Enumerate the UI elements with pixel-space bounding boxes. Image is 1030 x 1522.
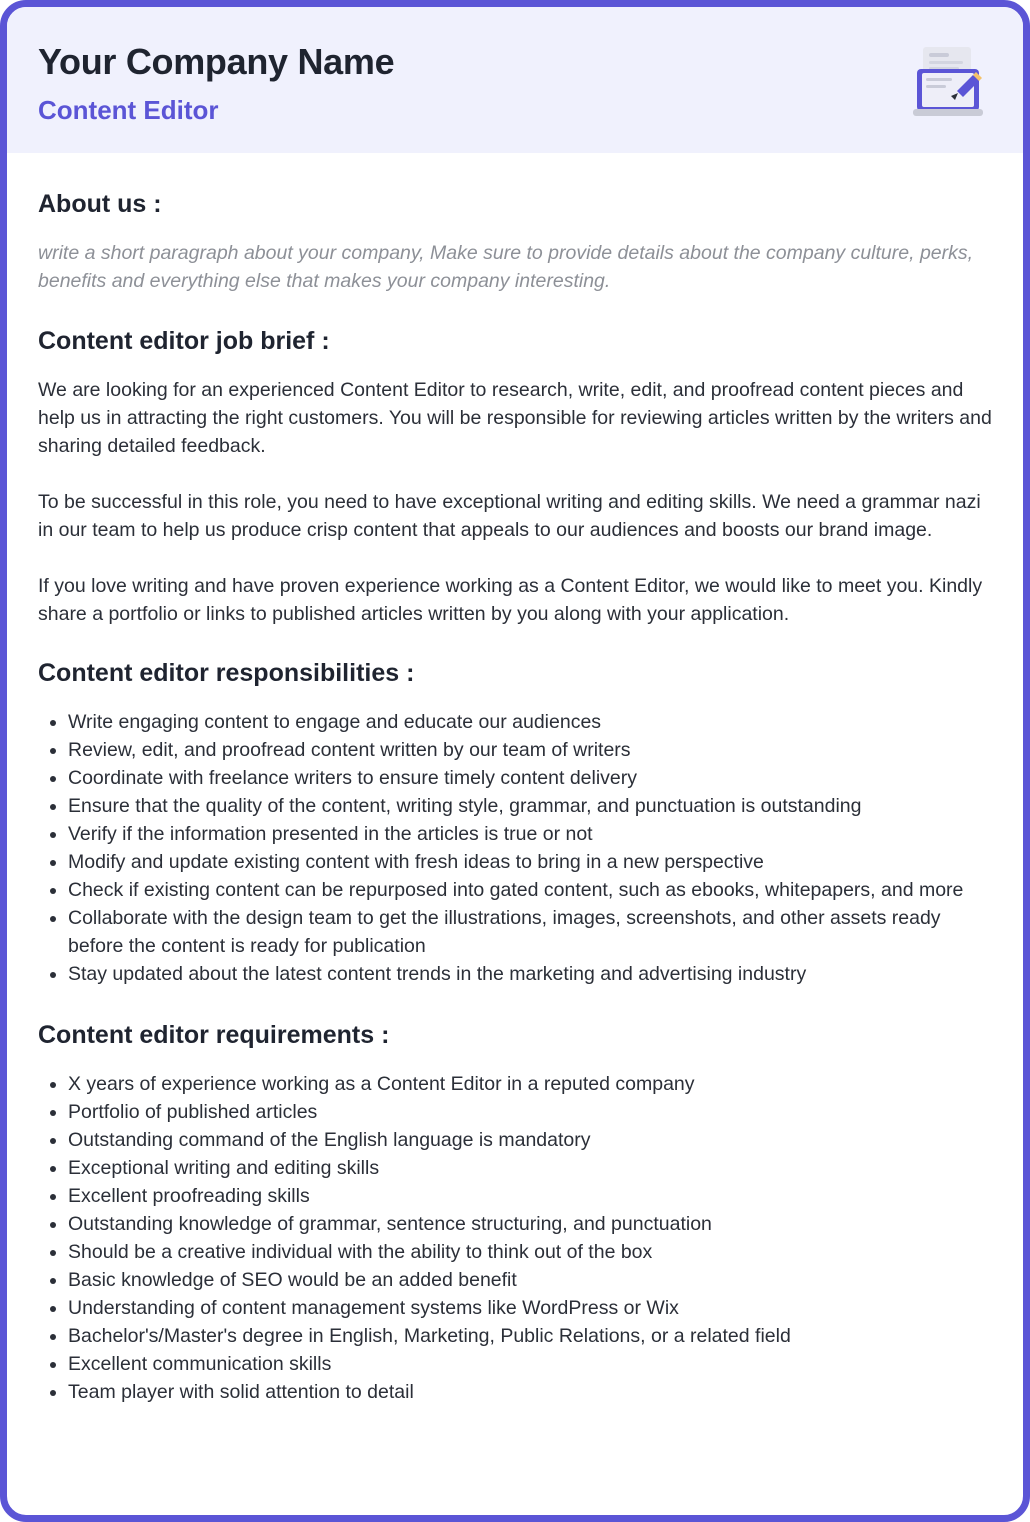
list-item: • Bachelor's/Master's degree in English, Marketing, Public Relations, or a related field bbox=[68, 1322, 998, 1350]
document-edit-icon bbox=[911, 41, 991, 121]
brief-heading: Content editor job brief : bbox=[38, 327, 330, 355]
list-item: • Stay updated about the latest content trends in the marketing and advertising industry bbox=[68, 960, 998, 988]
requirements-list bbox=[38, 1070, 998, 1406]
content-body bbox=[38, 153, 998, 1406]
job-title: Content Editor bbox=[38, 95, 219, 125]
responsibilities-heading: Content editor responsibilities : bbox=[38, 659, 415, 687]
list-item: • Outstanding knowledge of grammar, sentence structuring, and punctuation bbox=[68, 1210, 998, 1238]
list-item: • Exceptional writing and editing skills bbox=[68, 1154, 998, 1182]
list-item: • Check if existing content can be repurposed into gated content, such as ebooks, whitepapers, and more bbox=[68, 876, 998, 904]
brief-paragraph: If you love writing and have proven experience working as a Content Editor, we would like to meet you. Kindly share a portfolio or links to published articles written by you along with your application. bbox=[38, 575, 983, 625]
list-item: • Modify and update existing content with fresh ideas to bring in a new perspective bbox=[68, 848, 998, 876]
list-item: • Ensure that the quality of the content, writing style, grammar, and punctuation is outstanding bbox=[68, 792, 998, 820]
about-heading: About us : bbox=[38, 190, 162, 218]
list-item: • Team player with solid attention to detail bbox=[68, 1378, 998, 1406]
list-item: • Outstanding command of the English language is mandatory bbox=[68, 1126, 998, 1154]
requirements-heading: Content editor requirements : bbox=[38, 1021, 390, 1049]
list-item: • Understanding of content management systems like WordPress or Wix bbox=[68, 1294, 998, 1322]
brief-paragraph: To be successful in this role, you need to have exceptional writing and editing skills. We need a grammar nazi in our team to help us produce crisp content that appeals to our audiences and boosts our brand image. bbox=[38, 491, 981, 541]
list-item: • Excellent proofreading skills bbox=[68, 1182, 998, 1210]
list-item: • X years of experience working as a Content Editor in a reputed company bbox=[68, 1070, 998, 1098]
list-item: • Basic knowledge of SEO would be an added benefit bbox=[68, 1266, 998, 1294]
list-item: • Coordinate with freelance writers to ensure timely content delivery bbox=[68, 764, 998, 792]
list-item: • Should be a creative individual with the ability to think out of the box bbox=[68, 1238, 998, 1266]
header bbox=[7, 7, 1023, 153]
company-name: Your Company Name bbox=[38, 41, 395, 82]
list-item: • Portfolio of published articles bbox=[68, 1098, 998, 1126]
list-item: • Verify if the information presented in the articles is true or not bbox=[68, 820, 998, 848]
list-item: • Write engaging content to engage and educate our audiences bbox=[68, 708, 998, 736]
list-item: • Review, edit, and proofread content written by our team of writers bbox=[68, 736, 998, 764]
about-text: write a short paragraph about your company, Make sure to provide details about the company culture, perks, benefits and everything else that makes your company interesting. bbox=[38, 242, 974, 292]
responsibilities-list bbox=[38, 708, 998, 988]
brief-paragraph: We are looking for an experienced Content Editor to research, write, edit, and proofread content pieces and help us in attracting the right customers. You will be responsible for reviewing articles written by the writers and sharing detailed feedback. bbox=[38, 379, 992, 457]
list-item: • Collaborate with the design team to get the illustrations, images, screenshots, and other assets ready before the content is ready for publication bbox=[68, 904, 998, 960]
list-item: • Excellent communication skills bbox=[68, 1350, 998, 1378]
